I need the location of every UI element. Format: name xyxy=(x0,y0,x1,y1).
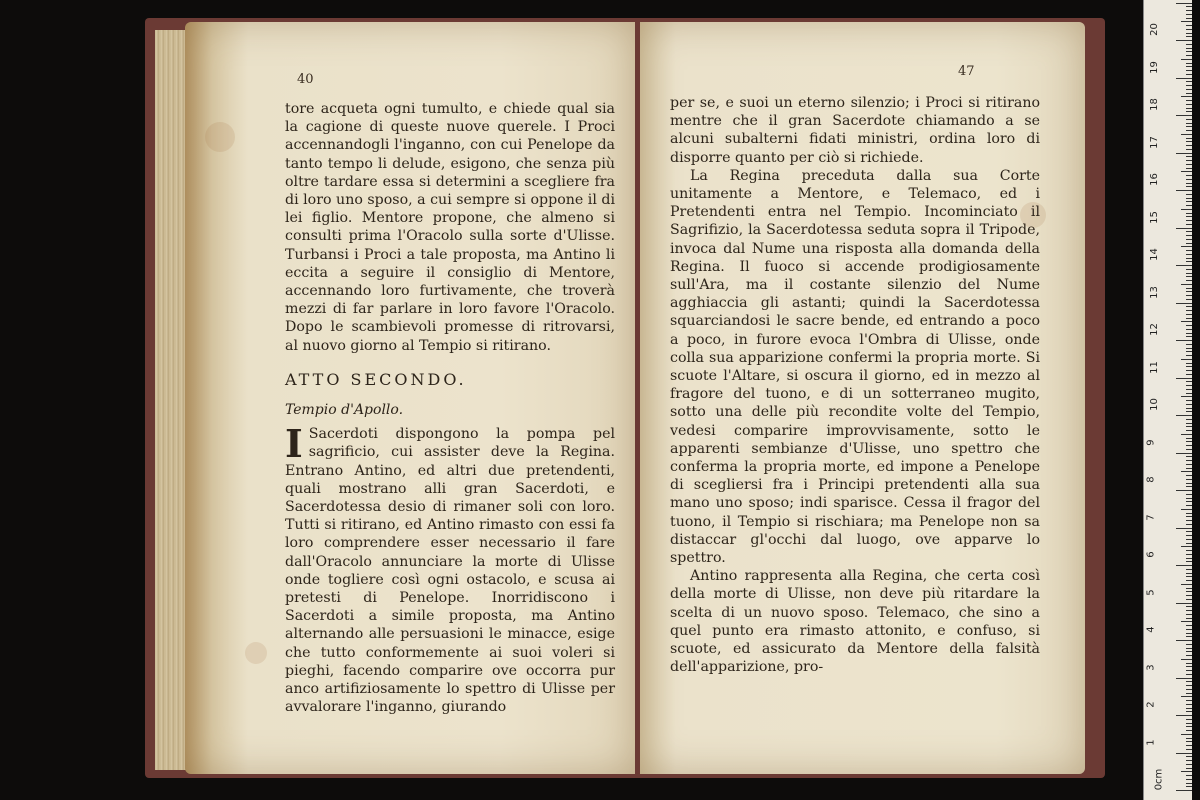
paragraph: La Regina preceduta dalla sua Corte unitamente a Mentore, e Telemaco, ed i Pretendenti entra nel Tempio. Incominciato il Sagrifizio, la Sacerdotessa seduta sopra il Tripode, invoca dal Nume una risposta alla domanda della Regina. Il fuoco si accende prodigiosamente sull'Ara, ma il costante silenzio del Nume agghiaccia gli astanti; quindi la Sacerdotessa squarciandosi le sacre bende, ed entrando a poco a poco, in furore evoca l'Ombra di Ulisse, onde colla sua apparizione confermi la propria morte. Si scuote l'Altare, si oscura il giorno, ed in mezzo al fragore del tuono, e di un sotterraneo mugito, sotto una delle più recondite volte del Tempio, vedesi comparire improvvisamente, sotto le apparenti sembianze d'Ulisse, uno spettro che conferma la propria morte, ed impone a Penelope di scegliersi fra i Principi pretendenti alla sua mano uno sposo; indi sparisce. Cessa il fragor del tuono, il Tempio si rischiara; ma Penelope non sa distaccar gl'occhi dal luogo, ove apparve lo spettro. xyxy=(670,167,1040,567)
ruler-tick xyxy=(1186,205,1192,206)
ruler-tick xyxy=(1186,145,1192,146)
page-number: 40 xyxy=(297,72,314,87)
ruler-tick xyxy=(1186,25,1192,26)
ruler-label: 8 xyxy=(1145,476,1157,483)
ruler-tick xyxy=(1186,689,1192,690)
ruler-tick xyxy=(1186,569,1192,570)
ruler-tick xyxy=(1186,220,1192,221)
ruler-tick xyxy=(1186,786,1192,787)
ruler-tick xyxy=(1186,550,1192,551)
ruler-tick xyxy=(1186,636,1192,637)
ruler-tick xyxy=(1186,141,1192,142)
ruler-tick xyxy=(1186,666,1192,667)
ruler-label: 10 xyxy=(1148,398,1160,411)
ruler-tick xyxy=(1186,126,1192,127)
ruler-tick xyxy=(1186,629,1192,630)
ruler-tick xyxy=(1186,573,1192,574)
paragraph-text: Sacerdoti dispongono la pompa pel sagrificio, cui assister deve la Regina. Entrano Antino, ed altri due pretendenti, quali mostrano alli gran Sacerdoti, e Sacerdotessa desio di rimaner soli con loro. Tutti si ritirano, ed Antino rimasto con essi fa loro comprendere esser necessario il fare dall'Oracolo annunciare la morte di Ulisse onde togliere così ogni ostacolo, e scusa ai pretesti di Penelope. Inorridiscono i Sacerdoti a simile proposta, ma Antino alternando alle persuasioni le minacce, esige che tutto conformemente ai suoi voleri si pieghi, facendo comparire ove occorra pur anco artifiziosamente lo spettro di Ulisse per avvalorare l'inganno, giurando xyxy=(285,426,615,716)
paragraph: Antino rappresenta alla Regina, che certa così della morte di Ulisse, non deve più ritardare la scelta di un nuovo sposo. Telemaco, che sino a quel punto era rimasto attonito, e confuso, si scuote, ed assicurato da Mentore della falsità dell'apparizione, pro- xyxy=(670,568,1040,676)
ruler-tick xyxy=(1181,396,1192,397)
paragraph xyxy=(285,421,615,716)
ruler-tick xyxy=(1181,434,1192,435)
ruler-label: 14 xyxy=(1148,248,1160,261)
ruler-tick xyxy=(1186,438,1192,439)
ruler-tick xyxy=(1186,261,1192,262)
ruler-tick xyxy=(1186,554,1192,555)
ruler-tick xyxy=(1186,291,1192,292)
ruler-tick xyxy=(1186,156,1192,157)
ruler-tick xyxy=(1186,104,1192,105)
ruler-tick xyxy=(1186,531,1192,532)
ruler-tick xyxy=(1176,790,1192,791)
ruler-tick xyxy=(1186,183,1192,184)
ruler-label: 12 xyxy=(1148,323,1160,336)
ruler-tick xyxy=(1186,175,1192,176)
ruler-tick xyxy=(1186,486,1192,487)
ruler-tick xyxy=(1186,269,1192,270)
ruler-tick xyxy=(1186,194,1192,195)
ruler-tick xyxy=(1176,303,1192,304)
ruler-tick xyxy=(1186,55,1192,56)
ruler-tick xyxy=(1186,224,1192,225)
ruler-label: 9 xyxy=(1145,438,1157,446)
ruler-label: 7 xyxy=(1145,513,1157,521)
ruler-tick xyxy=(1186,168,1192,169)
ruler-tick xyxy=(1186,760,1192,761)
ruler-tick xyxy=(1186,655,1192,656)
ruler-tick xyxy=(1186,51,1192,52)
ruler-tick xyxy=(1186,419,1192,420)
ruler-tick xyxy=(1186,749,1192,750)
page-edges xyxy=(155,30,187,770)
ruler-tick xyxy=(1186,325,1192,326)
ruler-tick xyxy=(1181,359,1192,360)
ruler-tick xyxy=(1186,539,1192,540)
ruler-tick xyxy=(1181,621,1192,622)
ruler-tick xyxy=(1186,783,1192,784)
ruler-tick xyxy=(1181,246,1192,247)
ruler-tick xyxy=(1186,535,1192,536)
ruler-tick xyxy=(1176,528,1192,529)
ruler-tick xyxy=(1186,198,1192,199)
ruler-tick xyxy=(1186,663,1192,664)
ruler-tick xyxy=(1181,546,1192,547)
ruler-tick xyxy=(1186,295,1192,296)
ruler-tick xyxy=(1181,171,1192,172)
ruler-tick xyxy=(1186,764,1192,765)
ruler-tick xyxy=(1176,565,1192,566)
ruler-label: 15 xyxy=(1148,210,1160,224)
ruler-tick xyxy=(1186,130,1192,131)
ruler-tick xyxy=(1186,149,1192,150)
ruler-tick xyxy=(1186,483,1192,484)
ruler-tick xyxy=(1186,66,1192,67)
ruler-tick xyxy=(1186,29,1192,30)
right-page-text xyxy=(670,94,1040,677)
ruler-tick xyxy=(1186,36,1192,37)
ruler-tick xyxy=(1186,580,1192,581)
ruler-tick xyxy=(1176,40,1192,41)
ruler-tick xyxy=(1186,558,1192,559)
ruler-label: 18 xyxy=(1148,98,1160,111)
ruler-tick xyxy=(1186,381,1192,382)
ruler-tick xyxy=(1186,389,1192,390)
act-title: ATTO SECONDO. xyxy=(285,369,467,389)
right-page xyxy=(640,22,1085,774)
ruler-tick xyxy=(1181,696,1192,697)
ruler-tick xyxy=(1181,734,1192,735)
ruler-tick xyxy=(1186,404,1192,405)
paragraph: per se, e suoi un eterno silenzio; i Proci si ritirano mentre che il gran Sacerdote chiamando a se alcuni subalterni fidati ministri, ordina loro di disporre quanto per ciò si richiede. xyxy=(670,95,1040,166)
ruler-tick xyxy=(1186,164,1192,165)
ruler-tick xyxy=(1186,445,1192,446)
ruler-tick xyxy=(1186,644,1192,645)
ruler-tick xyxy=(1186,726,1192,727)
foxing-stain xyxy=(245,642,267,664)
ruler-tick xyxy=(1186,498,1192,499)
ruler-tick xyxy=(1181,321,1192,322)
ruler-tick xyxy=(1186,366,1192,367)
ruler-tick xyxy=(1181,134,1192,135)
ruler-label: 19 xyxy=(1148,60,1160,74)
ruler-tick xyxy=(1186,524,1192,525)
ruler-tick xyxy=(1186,449,1192,450)
ruler-label: 3 xyxy=(1145,663,1157,671)
ruler-tick xyxy=(1186,314,1192,315)
ruler-tick xyxy=(1186,33,1192,34)
ruler-tick xyxy=(1186,100,1192,101)
ruler-tick xyxy=(1186,280,1192,281)
ruler-tick xyxy=(1186,85,1192,86)
ruler-tick xyxy=(1181,659,1192,660)
ruler-tick xyxy=(1176,378,1192,379)
ruler-tick xyxy=(1186,344,1192,345)
ruler-tick xyxy=(1186,254,1192,255)
ruler-tick xyxy=(1186,63,1192,64)
ruler-tick xyxy=(1186,456,1192,457)
ruler-tick xyxy=(1176,678,1192,679)
ruler-tick xyxy=(1186,745,1192,746)
ruler-tick xyxy=(1186,213,1192,214)
ruler-tick xyxy=(1186,333,1192,334)
ruler-tick xyxy=(1186,681,1192,682)
ruler-tick xyxy=(1186,708,1192,709)
ruler-tick xyxy=(1176,3,1192,4)
ruler-tick xyxy=(1186,216,1192,217)
ruler-tick xyxy=(1186,756,1192,757)
ruler-tick xyxy=(1186,348,1192,349)
measuring-ruler xyxy=(1143,0,1192,800)
ruler-tick xyxy=(1186,614,1192,615)
ruler-tick xyxy=(1186,520,1192,521)
ruler-tick xyxy=(1186,723,1192,724)
ruler-tick xyxy=(1176,603,1192,604)
ruler-tick xyxy=(1181,509,1192,510)
ruler-tick xyxy=(1181,771,1192,772)
ruler-tick xyxy=(1186,779,1192,780)
ruler-tick xyxy=(1181,21,1192,22)
ruler-tick xyxy=(1186,111,1192,112)
ruler-tick xyxy=(1186,501,1192,502)
ruler-tick xyxy=(1186,468,1192,469)
ruler-tick xyxy=(1186,505,1192,506)
ruler-tick xyxy=(1181,471,1192,472)
left-page-text xyxy=(285,100,615,717)
ruler-tick xyxy=(1186,243,1192,244)
ruler-tick xyxy=(1186,18,1192,19)
ruler-tick xyxy=(1186,588,1192,589)
ruler-label: 20 xyxy=(1148,23,1160,36)
ruler-tick xyxy=(1186,591,1192,592)
ruler-label: 11 xyxy=(1148,360,1160,374)
drop-cap: I xyxy=(285,421,303,467)
ruler-tick xyxy=(1186,14,1192,15)
ruler-tick xyxy=(1186,70,1192,71)
ruler-tick xyxy=(1186,475,1192,476)
ruler-tick xyxy=(1176,453,1192,454)
ruler-tick xyxy=(1186,411,1192,412)
ruler-tick xyxy=(1186,374,1192,375)
ruler-tick xyxy=(1186,423,1192,424)
ruler-tick xyxy=(1186,310,1192,311)
ruler-label: 1 xyxy=(1145,738,1157,746)
ruler-tick xyxy=(1181,96,1192,97)
ruler-tick xyxy=(1186,719,1192,720)
ruler-tick xyxy=(1186,576,1192,577)
ruler-tick xyxy=(1176,753,1192,754)
ruler-tick xyxy=(1186,625,1192,626)
left-page xyxy=(185,22,635,774)
ruler-tick xyxy=(1186,494,1192,495)
ruler-tick xyxy=(1186,775,1192,776)
ruler-tick xyxy=(1186,633,1192,634)
ruler-tick xyxy=(1186,10,1192,11)
ruler-tick xyxy=(1186,186,1192,187)
ruler-tick xyxy=(1181,284,1192,285)
ruler-tick xyxy=(1186,273,1192,274)
ruler-tick xyxy=(1186,516,1192,517)
ruler-tick xyxy=(1176,640,1192,641)
ruler-tick xyxy=(1186,674,1192,675)
ruler-tick xyxy=(1176,415,1192,416)
ruler-tick xyxy=(1186,561,1192,562)
ruler-tick xyxy=(1186,711,1192,712)
page-number: 47 xyxy=(958,64,975,79)
ruler-tick xyxy=(1186,336,1192,337)
ruler-tick xyxy=(1186,250,1192,251)
ruler-tick xyxy=(1186,685,1192,686)
ruler-tick xyxy=(1186,651,1192,652)
ruler-tick xyxy=(1186,513,1192,514)
ruler-tick xyxy=(1186,355,1192,356)
ruler-tick xyxy=(1181,59,1192,60)
ruler-tick xyxy=(1186,81,1192,82)
ruler-tick xyxy=(1186,408,1192,409)
ruler-tick xyxy=(1186,351,1192,352)
ruler-tick xyxy=(1186,670,1192,671)
ruler-tick xyxy=(1181,584,1192,585)
scene-title: Tempio d'Apollo. xyxy=(285,402,404,419)
ruler-tick xyxy=(1186,44,1192,45)
ruler-tick xyxy=(1186,231,1192,232)
ruler-tick xyxy=(1186,288,1192,289)
ruler-tick xyxy=(1186,93,1192,94)
ruler-tick xyxy=(1186,119,1192,120)
ruler-tick xyxy=(1186,599,1192,600)
ruler-tick xyxy=(1186,258,1192,259)
ruler-tick xyxy=(1186,318,1192,319)
ruler-tick xyxy=(1186,543,1192,544)
ruler-tick xyxy=(1181,209,1192,210)
foxing-stain xyxy=(205,122,235,152)
ruler-tick xyxy=(1186,179,1192,180)
ruler-label: 4 xyxy=(1145,626,1157,633)
ruler-tick xyxy=(1186,108,1192,109)
ruler-tick xyxy=(1186,700,1192,701)
ruler-tick xyxy=(1176,228,1192,229)
ruler-tick xyxy=(1186,479,1192,480)
ruler-tick xyxy=(1186,160,1192,161)
ruler-tick xyxy=(1186,235,1192,236)
ruler-label: 6 xyxy=(1145,551,1157,558)
ruler-tick xyxy=(1186,6,1192,7)
ruler-tick xyxy=(1186,89,1192,90)
ruler-tick xyxy=(1186,48,1192,49)
ruler-tick xyxy=(1176,153,1192,154)
ruler-tick xyxy=(1186,768,1192,769)
ruler-tick xyxy=(1176,715,1192,716)
ruler-tick xyxy=(1186,618,1192,619)
ruler-tick xyxy=(1186,363,1192,364)
ruler-tick xyxy=(1176,190,1192,191)
ruler-tick xyxy=(1186,138,1192,139)
ruler-tick xyxy=(1186,441,1192,442)
ruler-tick xyxy=(1186,123,1192,124)
ruler-tick xyxy=(1186,738,1192,739)
ruler-tick xyxy=(1186,201,1192,202)
ruler-tick xyxy=(1176,490,1192,491)
ruler-tick xyxy=(1176,265,1192,266)
ruler-tick xyxy=(1186,595,1192,596)
ruler-tick xyxy=(1186,329,1192,330)
ruler-tick xyxy=(1186,426,1192,427)
ruler-tick xyxy=(1176,340,1192,341)
ruler-tick xyxy=(1186,239,1192,240)
ruler-tick xyxy=(1176,115,1192,116)
ruler-tick xyxy=(1186,276,1192,277)
ruler-tick xyxy=(1186,393,1192,394)
ruler-label: 13 xyxy=(1148,285,1160,299)
ruler-tick xyxy=(1186,385,1192,386)
ruler-tick xyxy=(1186,610,1192,611)
ruler-tick xyxy=(1186,730,1192,731)
ruler-tick xyxy=(1186,464,1192,465)
ruler-tick xyxy=(1186,74,1192,75)
ruler-tick xyxy=(1186,299,1192,300)
ruler-tick xyxy=(1186,648,1192,649)
ruler-tick xyxy=(1186,693,1192,694)
ruler-label: 16 xyxy=(1148,173,1160,186)
ruler-tick xyxy=(1186,370,1192,371)
ruler-tick xyxy=(1186,606,1192,607)
ruler-tick xyxy=(1186,741,1192,742)
ruler-tick xyxy=(1186,704,1192,705)
ruler-label: 17 xyxy=(1148,135,1160,149)
ruler-tick xyxy=(1186,430,1192,431)
ruler-label: 0cm xyxy=(1153,768,1165,791)
paragraph: tore acqueta ogni tumulto, e chiede qual sia la cagione di queste nuove querele. I Proci accennandogli l'inganno, con cui Penelope da tanto tempo li delude, esigono, che senza più oltre tardare essa si determini a scegliere fra di loro uno sposo, a cui sempre si oppone il di lei figlio. Mentore propone, che almeno si consulti prima l'Oracolo sulla sorte d'Ulisse. Turbansi i Proci a tale proposta, ma Antino li eccita a seguire il consiglio di Mentore, accennando loro furtivamente, che troverà mezzi di far parlare in loro favore l'Oracolo. Dopo le scambievoli promesse di ritrovarsi, al nuovo giorno al Tempio si ritirano. xyxy=(285,101,615,354)
ruler-tick xyxy=(1186,306,1192,307)
ruler-tick xyxy=(1186,400,1192,401)
ruler-label: 5 xyxy=(1145,588,1157,596)
ruler-tick xyxy=(1186,460,1192,461)
ruler-tick xyxy=(1176,78,1192,79)
ruler-label: 2 xyxy=(1145,701,1157,708)
